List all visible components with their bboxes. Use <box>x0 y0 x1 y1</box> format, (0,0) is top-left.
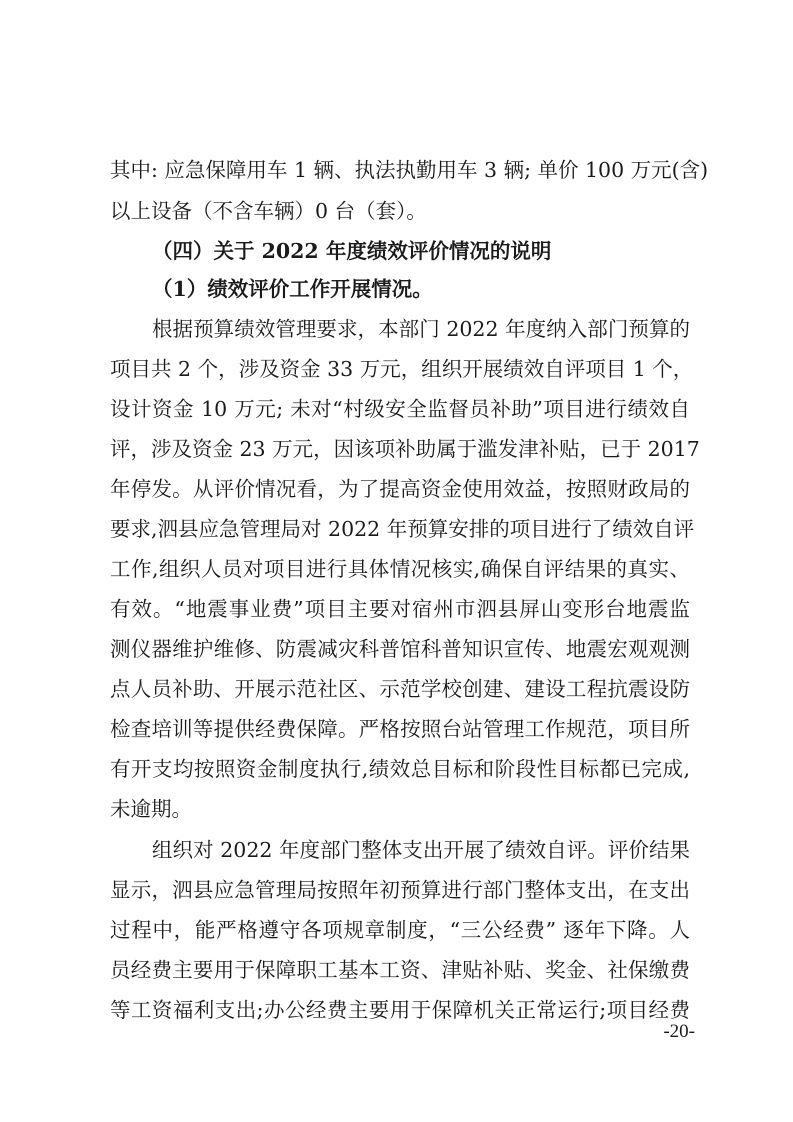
paragraph-line: 工作,组织人员对项目进行具体情况核实,确保自评结果的真实、 <box>110 557 690 581</box>
section-heading: （四）关于 2022 年度绩效评价情况的说明 <box>152 239 552 263</box>
paragraph-line: 以上设备（不含车辆）0 台（套）。 <box>110 199 427 223</box>
paragraph-line: 评，涉及资金 23 万元，因该项补助属于滥发津补贴，已于 2017 <box>110 437 700 461</box>
paragraph-line: 测仪器维护维修、防震减灾科普馆科普知识宣传、地震宏观观测 <box>110 637 690 661</box>
paragraph-line: 显示，泗县应急管理局按照年初预算进行部门整体支出，在支出 <box>110 878 690 902</box>
paragraph-line: 要求,泗县应急管理局对 2022 年预算安排的项目进行了绩效自评 <box>110 517 695 541</box>
paragraph-line: 员经费主要用于保障职工基本工资、津贴补贴、奖金、社保缴费 <box>110 958 690 982</box>
paragraph-line: 过程中，能严格遵守各项规章制度，“三公经费” 逐年下降。人 <box>110 918 690 942</box>
paragraph-line: 组织对 2022 年度部门整体支出开展了绩效自评。评价结果 <box>152 838 690 862</box>
paragraph-line: 年停发。从评价情况看，为了提高资金使用效益，按照财政局的 <box>110 477 690 501</box>
paragraph-line: 等工资福利支出;办公经费主要用于保障机关正常运行;项目经费 <box>110 998 690 1022</box>
page-number: -20- <box>663 1021 695 1042</box>
paragraph-line: 项目共 2 个，涉及资金 33 万元，组织开展绩效自评项目 1 个， <box>110 357 694 381</box>
paragraph-line: 设计资金 10 万元; 未对“村级安全监督员补助”项目进行绩效自 <box>110 397 690 421</box>
paragraph-line: 点人员补助、开展示范社区、示范学校创建、建设工程抗震设防 <box>110 677 690 701</box>
subsection-heading: （1）绩效评价工作开展情况。 <box>152 277 433 301</box>
paragraph-line: 其中: 应急保障用车 1 辆、执法执勤用车 3 辆; 单价 100 万元(含) <box>110 158 709 182</box>
paragraph-line: 根据预算绩效管理要求，本部门 2022 年度纳入部门预算的 <box>152 317 690 341</box>
paragraph-line: 有效。“地震事业费”项目主要对宿州市泗县屏山变形台地震监 <box>110 597 690 621</box>
paragraph-line: 检查培训等提供经费保障。严格按照台站管理工作规范，项目所 <box>110 717 690 741</box>
paragraph-line: 有开支均按照资金制度执行,绩效总目标和阶段性目标都已完成, <box>110 757 690 781</box>
paragraph-line: 未逾期。 <box>110 797 192 821</box>
